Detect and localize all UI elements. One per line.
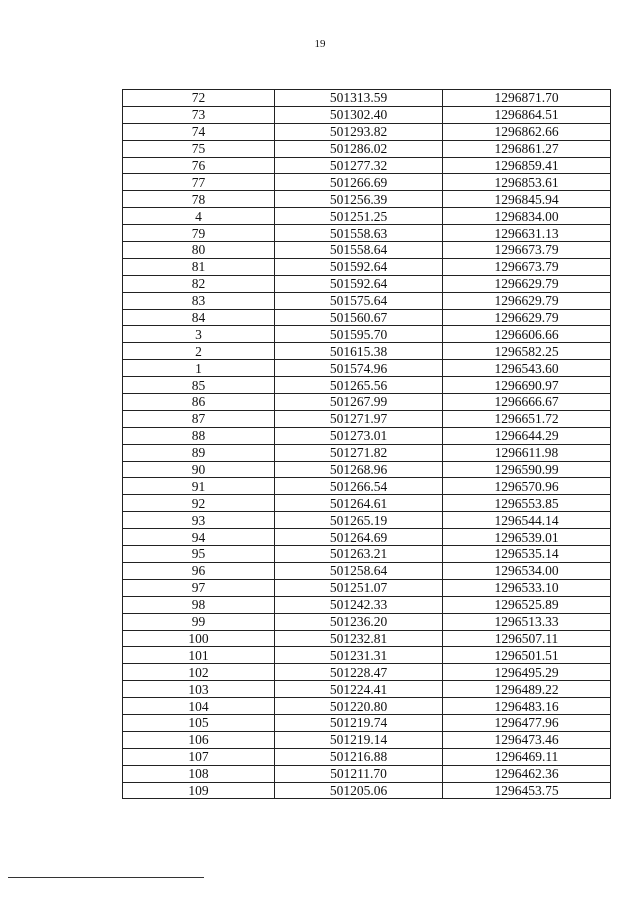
table-row: [123, 546, 611, 563]
table-row: [123, 292, 611, 309]
y-coordinate-cell: 1296853.61: [443, 174, 611, 191]
point-number-cell: 94: [123, 529, 275, 546]
table-row: [123, 495, 611, 512]
point-number-cell: 103: [123, 681, 275, 698]
table-row: [123, 90, 611, 107]
point-number-cell: 2: [123, 343, 275, 360]
x-coordinate-cell: 501266.54: [275, 478, 443, 495]
y-coordinate-cell: 1296513.33: [443, 613, 611, 630]
y-coordinate-cell: 1296673.79: [443, 242, 611, 259]
point-number-cell: 90: [123, 461, 275, 478]
y-coordinate-cell: 1296582.25: [443, 343, 611, 360]
coordinates-table: [122, 89, 611, 799]
y-coordinate-cell: 1296525.89: [443, 596, 611, 613]
x-coordinate-cell: 501205.06: [275, 782, 443, 799]
y-coordinate-cell: 1296845.94: [443, 191, 611, 208]
table-row: [123, 394, 611, 411]
x-coordinate-cell: 501242.33: [275, 596, 443, 613]
point-number-cell: 87: [123, 410, 275, 427]
point-number-cell: 96: [123, 562, 275, 579]
table-row: [123, 461, 611, 478]
y-coordinate-cell: 1296862.66: [443, 123, 611, 140]
point-number-cell: 75: [123, 140, 275, 157]
point-number-cell: 81: [123, 258, 275, 275]
x-coordinate-cell: 501271.97: [275, 410, 443, 427]
x-coordinate-cell: 501265.19: [275, 512, 443, 529]
point-number-cell: 4: [123, 208, 275, 225]
table-row: [123, 596, 611, 613]
x-coordinate-cell: 501592.64: [275, 258, 443, 275]
table-row: [123, 714, 611, 731]
y-coordinate-cell: 1296834.00: [443, 208, 611, 225]
table-row: [123, 208, 611, 225]
x-coordinate-cell: 501273.01: [275, 427, 443, 444]
point-number-cell: 82: [123, 275, 275, 292]
x-coordinate-cell: 501575.64: [275, 292, 443, 309]
y-coordinate-cell: 1296544.14: [443, 512, 611, 529]
table-row: [123, 309, 611, 326]
x-coordinate-cell: 501264.69: [275, 529, 443, 546]
x-coordinate-cell: 501263.21: [275, 546, 443, 563]
table-row: [123, 377, 611, 394]
point-number-cell: 86: [123, 394, 275, 411]
table-row: [123, 579, 611, 596]
x-coordinate-cell: 501219.14: [275, 731, 443, 748]
x-coordinate-cell: 501558.64: [275, 242, 443, 259]
x-coordinate-cell: 501251.07: [275, 579, 443, 596]
point-number-cell: 107: [123, 748, 275, 765]
y-coordinate-cell: 1296606.66: [443, 326, 611, 343]
table-row: [123, 275, 611, 292]
y-coordinate-cell: 1296629.79: [443, 275, 611, 292]
y-coordinate-cell: 1296539.01: [443, 529, 611, 546]
point-number-cell: 1: [123, 360, 275, 377]
x-coordinate-cell: 501267.99: [275, 394, 443, 411]
x-coordinate-cell: 501231.31: [275, 647, 443, 664]
y-coordinate-cell: 1296533.10: [443, 579, 611, 596]
y-coordinate-cell: 1296535.14: [443, 546, 611, 563]
x-coordinate-cell: 501251.25: [275, 208, 443, 225]
y-coordinate-cell: 1296871.70: [443, 90, 611, 107]
y-coordinate-cell: 1296570.96: [443, 478, 611, 495]
table-row: [123, 630, 611, 647]
point-number-cell: 92: [123, 495, 275, 512]
table-row: [123, 613, 611, 630]
point-number-cell: 89: [123, 444, 275, 461]
point-number-cell: 100: [123, 630, 275, 647]
y-coordinate-cell: 1296629.79: [443, 309, 611, 326]
table-row: [123, 478, 611, 495]
point-number-cell: 105: [123, 714, 275, 731]
table-row: [123, 512, 611, 529]
x-coordinate-cell: 501271.82: [275, 444, 443, 461]
y-coordinate-cell: 1296864.51: [443, 106, 611, 123]
y-coordinate-cell: 1296507.11: [443, 630, 611, 647]
point-number-cell: 102: [123, 664, 275, 681]
y-coordinate-cell: 1296453.75: [443, 782, 611, 799]
y-coordinate-cell: 1296473.46: [443, 731, 611, 748]
table-row: [123, 343, 611, 360]
y-coordinate-cell: 1296631.13: [443, 225, 611, 242]
table-row: [123, 782, 611, 799]
y-coordinate-cell: 1296590.99: [443, 461, 611, 478]
x-coordinate-cell: 501216.88: [275, 748, 443, 765]
table-row: [123, 647, 611, 664]
x-coordinate-cell: 501232.81: [275, 630, 443, 647]
point-number-cell: 74: [123, 123, 275, 140]
table-row: [123, 698, 611, 715]
x-coordinate-cell: 501219.74: [275, 714, 443, 731]
table-row: [123, 360, 611, 377]
y-coordinate-cell: 1296495.29: [443, 664, 611, 681]
y-coordinate-cell: 1296462.36: [443, 765, 611, 782]
y-coordinate-cell: 1296666.67: [443, 394, 611, 411]
table-row: [123, 106, 611, 123]
point-number-cell: 88: [123, 427, 275, 444]
point-number-cell: 91: [123, 478, 275, 495]
x-coordinate-cell: 501293.82: [275, 123, 443, 140]
table-row: [123, 174, 611, 191]
y-coordinate-cell: 1296690.97: [443, 377, 611, 394]
x-coordinate-cell: 501264.61: [275, 495, 443, 512]
table-row: [123, 157, 611, 174]
table-row: [123, 427, 611, 444]
table-row: [123, 191, 611, 208]
point-number-cell: 3: [123, 326, 275, 343]
point-number-cell: 79: [123, 225, 275, 242]
point-number-cell: 109: [123, 782, 275, 799]
y-coordinate-cell: 1296644.29: [443, 427, 611, 444]
x-coordinate-cell: 501286.02: [275, 140, 443, 157]
point-number-cell: 85: [123, 377, 275, 394]
point-number-cell: 73: [123, 106, 275, 123]
table-row: [123, 444, 611, 461]
x-coordinate-cell: 501220.80: [275, 698, 443, 715]
point-number-cell: 108: [123, 765, 275, 782]
point-number-cell: 77: [123, 174, 275, 191]
x-coordinate-cell: 501302.40: [275, 106, 443, 123]
table-row: [123, 225, 611, 242]
coordinates-table-body: [123, 90, 611, 799]
page-number: 19: [314, 38, 326, 50]
point-number-cell: 83: [123, 292, 275, 309]
point-number-cell: 99: [123, 613, 275, 630]
footnote-separator: [8, 877, 204, 878]
table-row: [123, 410, 611, 427]
point-number-cell: 97: [123, 579, 275, 596]
y-coordinate-cell: 1296859.41: [443, 157, 611, 174]
table-row: [123, 681, 611, 698]
table-row: [123, 529, 611, 546]
y-coordinate-cell: 1296543.60: [443, 360, 611, 377]
table-row: [123, 242, 611, 259]
point-number-cell: 84: [123, 309, 275, 326]
x-coordinate-cell: 501236.20: [275, 613, 443, 630]
y-coordinate-cell: 1296469.11: [443, 748, 611, 765]
table-row: [123, 123, 611, 140]
y-coordinate-cell: 1296489.22: [443, 681, 611, 698]
point-number-cell: 76: [123, 157, 275, 174]
x-coordinate-cell: 501277.32: [275, 157, 443, 174]
point-number-cell: 104: [123, 698, 275, 715]
point-number-cell: 80: [123, 242, 275, 259]
point-number-cell: 98: [123, 596, 275, 613]
x-coordinate-cell: 501258.64: [275, 562, 443, 579]
table-row: [123, 731, 611, 748]
table-row: [123, 258, 611, 275]
point-number-cell: 93: [123, 512, 275, 529]
x-coordinate-cell: 501560.67: [275, 309, 443, 326]
point-number-cell: 72: [123, 90, 275, 107]
table-row: [123, 765, 611, 782]
x-coordinate-cell: 501574.96: [275, 360, 443, 377]
point-number-cell: 101: [123, 647, 275, 664]
x-coordinate-cell: 501615.38: [275, 343, 443, 360]
y-coordinate-cell: 1296501.51: [443, 647, 611, 664]
x-coordinate-cell: 501268.96: [275, 461, 443, 478]
table-row: [123, 748, 611, 765]
table-row: [123, 664, 611, 681]
point-number-cell: 106: [123, 731, 275, 748]
point-number-cell: 78: [123, 191, 275, 208]
y-coordinate-cell: 1296477.96: [443, 714, 611, 731]
x-coordinate-cell: 501558.63: [275, 225, 443, 242]
x-coordinate-cell: 501224.41: [275, 681, 443, 698]
x-coordinate-cell: 501313.59: [275, 90, 443, 107]
y-coordinate-cell: 1296611.98: [443, 444, 611, 461]
x-coordinate-cell: 501595.70: [275, 326, 443, 343]
x-coordinate-cell: 501265.56: [275, 377, 443, 394]
y-coordinate-cell: 1296553.85: [443, 495, 611, 512]
y-coordinate-cell: 1296673.79: [443, 258, 611, 275]
point-number-cell: 95: [123, 546, 275, 563]
table-row: [123, 562, 611, 579]
table-row: [123, 326, 611, 343]
x-coordinate-cell: 501228.47: [275, 664, 443, 681]
y-coordinate-cell: 1296483.16: [443, 698, 611, 715]
y-coordinate-cell: 1296861.27: [443, 140, 611, 157]
y-coordinate-cell: 1296534.00: [443, 562, 611, 579]
y-coordinate-cell: 1296629.79: [443, 292, 611, 309]
y-coordinate-cell: 1296651.72: [443, 410, 611, 427]
table-row: [123, 140, 611, 157]
x-coordinate-cell: 501266.69: [275, 174, 443, 191]
x-coordinate-cell: 501592.64: [275, 275, 443, 292]
x-coordinate-cell: 501256.39: [275, 191, 443, 208]
x-coordinate-cell: 501211.70: [275, 765, 443, 782]
